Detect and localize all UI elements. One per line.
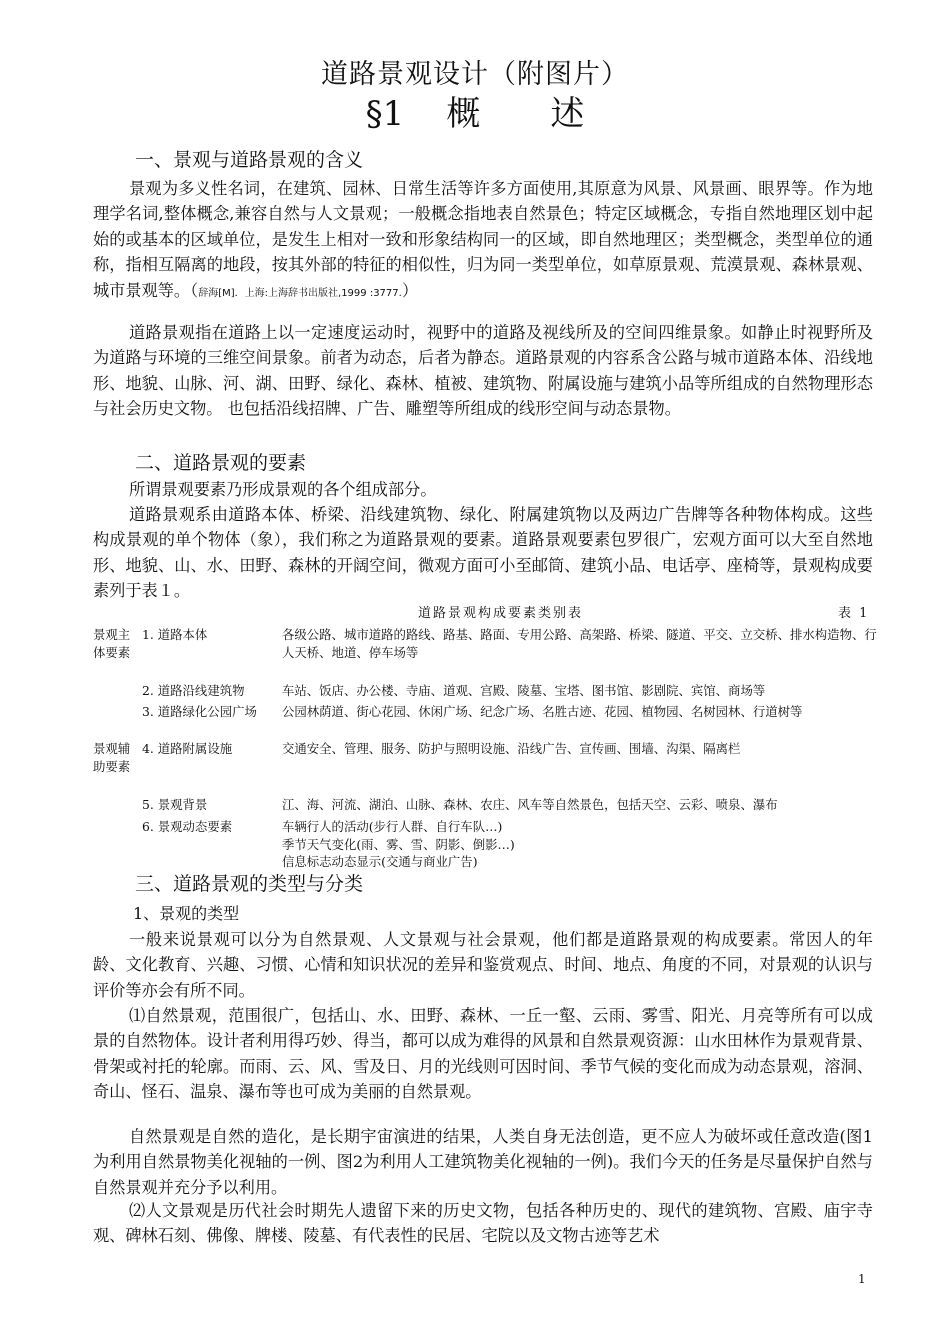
reference-open-paren: （ [190,280,199,300]
citation-reference: 辞海[M]．上海:上海辞书出版社,1999 :3777. [198,287,402,299]
table-desc-line: 季节天气变化(雨、雾、雪、阴影、倒影…) [282,836,515,852]
section-3-paragraph-1: 一般来说景观可以分为自然景观、人文景观与社会景观，他们都是道路景观的构成要素。常因人的年龄、文化教育、兴趣、习惯、心情和知识状况的差异和鉴赏观点、时间、地点、角度的不同，对景观的认识与评价等亦会有所不同。 [93,930,873,1000]
table-item-cell: 2. 道路沿线建筑物 [142,683,245,698]
table-desc-cell: 江、海、河流、湖泊、山脉、森林、农庄、风车等自然景色，包括天空、云彩、喷泉、瀑布 [282,797,778,812]
table-desc-line: 信息标志动态显示(交通与商业广告) [282,854,478,869]
table-item-cell: 1. 道路本体 [142,627,208,642]
table-caption: 道路景观构成要素类别表 [418,606,584,621]
section-1-paragraph-1-text: 景观为多义性名词，在建筑、园林、日常生活等许多方面使用,其原意为风景、风景画、眼界等。作为地理学名词,整体概念,兼容自然与人文景观；一般概念指地表自然景色；特定区域概念，专指自然地理区划中起始的或基本的区域单位，是发生上相对一致和形象结构同一的区域，即自然地理区；类型概念，类型单位的通称，指相互隔离的地段，按其外部的特征的相似性，归为同一类型单位，如草原景观、荒漠景观、森林景观、城市景观等。 [93,179,873,300]
document-title: 道路景观设计（附图片） [321,59,629,90]
section-3-paragraph-2: ⑴自然景观，范围很广，包括山、水、田野、森林、一丘一壑、云雨、雾雪、阳光、月亮等所有可以成景的自然物体。设计者利用得巧妙、得当，都可以成为难得的风景和自然景观资源：山水田林作为景观背景、骨架或衬托的轮廓。而雨、云、风、雪及日、月的光线则可因时间、季节气候的变化而成为动态景观，溶洞、奇山、怪石、温泉、瀑布等也可成为美丽的自然景观。 [93,1006,873,1102]
reference-close-paren: ） [401,280,419,300]
table-group-cell: 景观主体要素 [93,627,131,660]
section-1-paragraph-2: 道路景观指在道路上以一定速度运动时，视野中的道路及视线所及的空间四维景象。如静止时视野所及为道路与环境的三维空间景象。前者为动态，后者为静态。道路景观的内容系含公路与城市道路本体、沿线地形、地貌、山脉、河、湖、田野、绿化、森林、植被、建筑物、附属设施与建筑小品等所组成的自然物理形态与社会历史文物。 也包括沿线招牌、广告、雕塑等所组成的线形空间与动态景物。 [93,323,873,419]
section-2-paragraph-1: 所谓景观要素乃形成景观的各个组成部分。 [129,480,437,499]
table-item-cell: 3. 道路绿化公园广场 [142,704,257,719]
table-desc-cell: 车站、饭店、办公楼、寺庙、道观、宫殿、陵墓、宝塔、图书馆、影剧院、宾馆、商场等 [282,683,766,698]
section-1-heading: 一、景观与道路景观的含义 [135,149,364,171]
table-desc-cell: 公园林荫道、街心花园、休闲广场、纪念广场、名胜古迹、花园、植物园、名树园林、行道树等 [282,704,803,719]
page-number: 1 [858,1272,866,1286]
table-item-cell: 4. 道路附属设施 [142,741,233,756]
table-desc-cell: 各级公路、城市道路的路线、路基、路面、专用公路、高架路、桥梁、隧道、平交、立交桥、排水构造物、行人天桥、地道、停车场等 [282,627,877,660]
table-group-cell: 景观辅助要素 [93,741,131,774]
section-3-paragraph-4: ⑵人文景观是历代社会时期先人遗留下来的历史文物，包括各种历史的、现代的建筑物、宫殿、庙宇寺观、碑林石刻、佛像、牌楼、陵墓、有代表性的民居、宅院以及文物古迹等艺术 [93,1201,873,1246]
section-3-heading: 三、道路景观的类型与分类 [135,873,364,895]
section-3-subheading-1: 1、景观的类型 [133,904,240,923]
table-desc-cell [282,818,877,871]
section-mark: §1 [365,94,405,134]
table-item-cell: 5. 景观背景 [142,797,208,812]
table-item-cell: 6. 景观动态要素 [142,819,233,834]
chapter-word-1: 概 [446,94,481,134]
chapter-heading [0,86,950,135]
section-3-paragraph-3: 自然景观是自然的造化，是长期宇宙演进的结果，人类自身无法创造，更不应人为破坏或任意改造(图1为利用自然景物美化视轴的一例、图2为利用人工建筑物美化视轴的一例)。我们今天的任务是尽量保护自然与自然景观并充分予以利用。 [93,1127,873,1197]
table-desc-cell: 交通安全、管理、服务、防护与照明设施、沿线广告、宣传画、围墙、沟渠、隔离栏 [282,741,741,756]
table-desc-line: 车辆行人的活动(步行人群、自行车队…) [282,819,503,834]
section-2-heading: 二、道路景观的要素 [135,452,307,474]
section-1-paragraph-1 [93,176,873,306]
section-2-paragraph-2: 道路景观系由道路本体、桥梁、沿线建筑物、绿化、附属建筑物以及两边广告牌等各种物体构成。这些构成景观的单个物体（象），我们称之为道路景观的要素。道路景观要素包罗很广，宏观方面可以大至自然地形、地貌、山、水、田野、森林的开阔空间，微观方面可小至邮筒、建筑小品、电话亭、座椅等，景观构成要素列于表１。 [93,505,873,601]
chapter-word-2: 述 [550,94,585,134]
table-number: 表 1 [838,606,870,621]
